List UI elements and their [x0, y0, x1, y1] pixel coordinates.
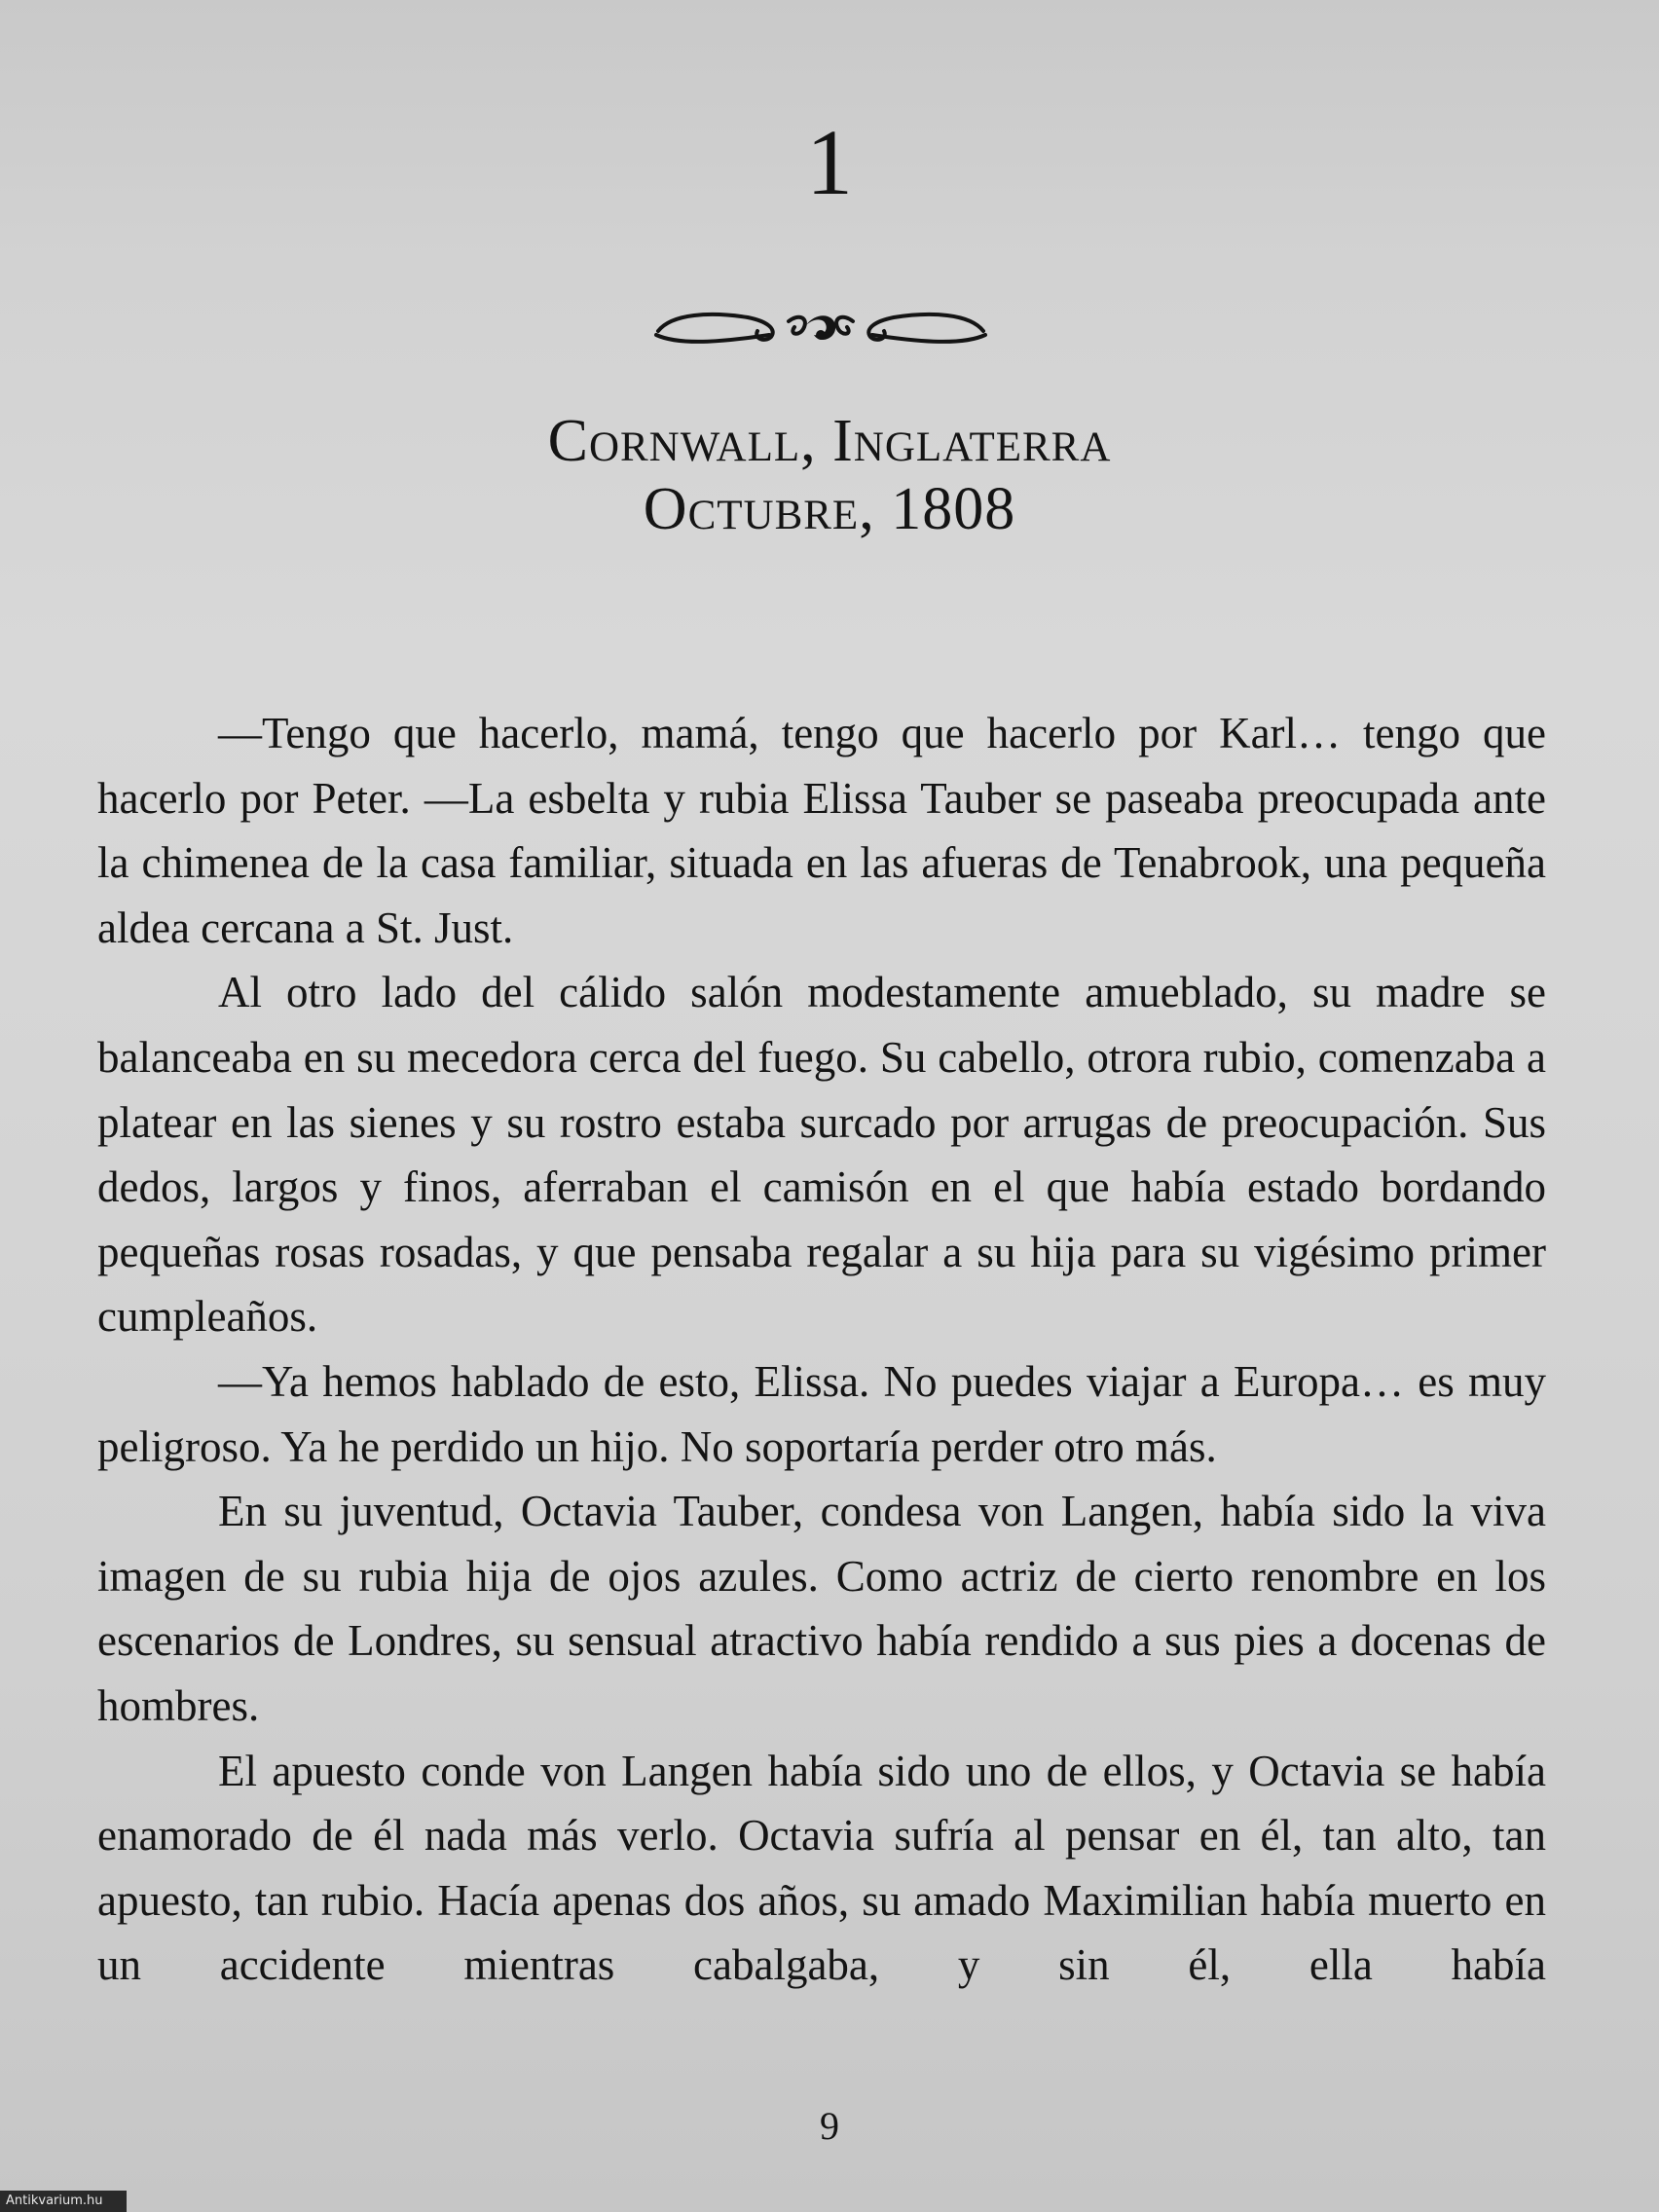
chapter-heading [0, 407, 1659, 543]
paragraph: —Ya hemos hablado de esto, Elissa. No puedes viajar a Europa… es muy peligroso. Ya he perdido un hijo. No soportaría perder otro más. [97, 1356, 1546, 1471]
chapter-body [97, 701, 1546, 1998]
chapter-number: 1 [806, 110, 853, 214]
site-watermark: Antikvarium.hu [0, 2191, 127, 2212]
paragraph: El apuesto conde von Langen había sido uno de ellos, y Octavia se había enamorado de él nada más verlo. Octavia sufría al pensar en él, tan alto, tan apuesto, tan rubio. Hacía apenas dos años, su amado Maximilian había muerto en un accidente mientras cabalgaba, y sin él, ella había [97, 1746, 1546, 1990]
page-number: 9 [820, 2104, 839, 2148]
paragraph: —Tengo que hacerlo, mamá, tengo que hacerlo por Karl… tengo que hacerlo por Peter. —La esbelta y rubia Elissa Tauber se paseaba preocupada ante la chimenea de la casa familiar, situada en las afueras de Tenabrook, una pequeña aldea cercana a St. Just. [97, 709, 1546, 952]
flourish-ornament-icon [652, 292, 989, 360]
paragraph: En su juventud, Octavia Tauber, condesa von Langen, había sido la viva imagen de su rubia hija de ojos azules. Como actriz de cierto renombre en los escenarios de Londres, su sensual atractivo había rendido a sus pies a docenas de hombres. [97, 1487, 1546, 1730]
chapter-place: Cornwall, Inglaterra [547, 408, 1112, 474]
chapter-date: Octubre, 1808 [643, 476, 1016, 542]
paragraph: Al otro lado del cálido salón modestamente amueblado, su madre se balanceaba en su mecedora cerca del fuego. Su cabello, otrora rubio, comenzaba a platear en las sienes y su rostro estaba surcado por arrugas de preocupación. Sus dedos, largos y finos, aferraban el camisón en el que había estado bordando pequeñas rosas rosadas, y que pensaba regalar a su hija para su vigésimo primer cumpleaños. [97, 968, 1546, 1342]
